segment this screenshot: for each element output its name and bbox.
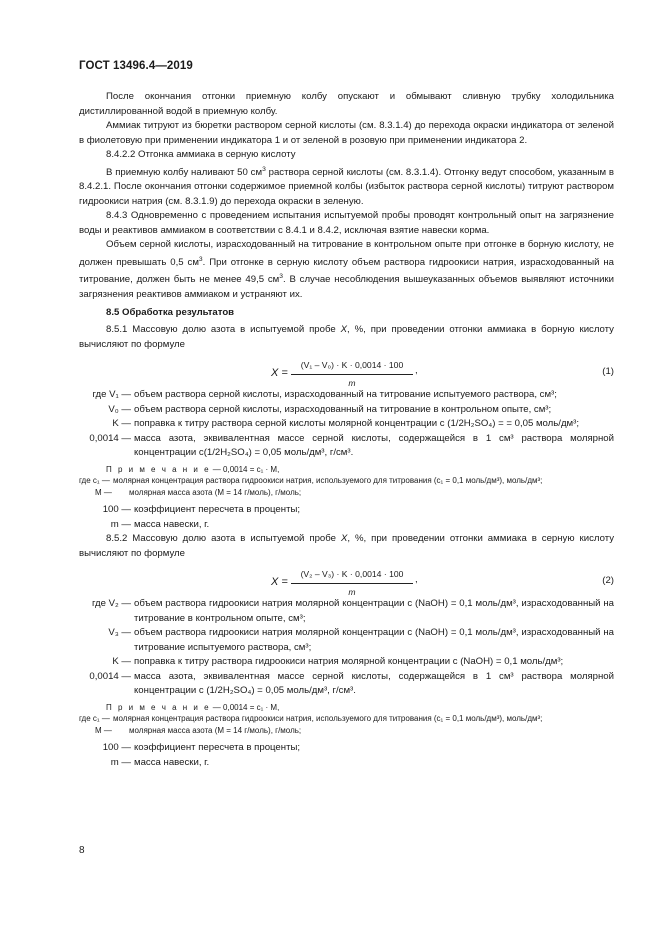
note-text: молярная концентрация раствора гидроокиси натрия, используемого для титрования (c₁ = 0,1 моль/дм³), моль/дм³; (113, 714, 543, 724)
paragraph: В приемную колбу наливают 50 $см^3$ раствора серной кислоты (см. 8.3.1.4). Отгонку ведут способом, указанным в 8.4.2.1. После окончания отгонки содержимое приемной колбы (избыток раствора серной кислоты) титруют раствором гидроокиси натрия (см. 8.3.1.9) до перехода окраски в зеленую. (79, 165, 614, 207)
definition-item (79, 518, 614, 533)
definition-item (79, 417, 614, 432)
definition-label: K — (112, 418, 131, 430)
definitions-1 (79, 388, 614, 461)
definition-text: объем раствора гидроокиси натрия молярной концентрации c (NaOH) = 0,1 моль/дм³, израсходованный на титрование в контрольном опыте, см³; (134, 598, 614, 624)
definition-label: V₀ — (108, 403, 131, 415)
definition-text: масса азота, эквивалентная массе серной кислоты, содержащейся в 1 см³ раствора молярной концентрации c(1/2H₂SO₄) = 0,05 моль/дм³, г/см³. (134, 432, 614, 459)
formula-fraction (291, 358, 413, 390)
paragraph: После окончания отгонки приемную колбу опускают и обмывают сливную трубку холодильника дистиллированной водой в приемную колбу. (79, 91, 614, 117)
definition-item (79, 432, 614, 461)
definition-item (79, 403, 614, 418)
note-label: M — (95, 487, 112, 497)
formula-number: (1) (602, 366, 614, 378)
definition-text: поправка к титру раствора гидроокиси натрия молярной концентрации c (NaOH) = 0,1 моль/дм³; (134, 656, 564, 668)
paragraph: Аммиак титруют из бюретки раствором серной кислоты (см. 8.3.1.4) до перехода окраски индикатора от зеленой в фиолетовую при применении индикатора 1 и от зеленой в розовую при применении индикатора 2. (79, 120, 614, 146)
note-text: молярная масса азота (M = 14 г/моль), г/моль; (129, 487, 302, 497)
note-definition (79, 475, 614, 487)
formula-2 (79, 565, 614, 595)
note-formula: — 0,0014 = c₁ · M, (210, 702, 280, 712)
formula-fraction (291, 567, 413, 599)
definition-label: m — (110, 518, 131, 530)
definition-item (79, 626, 614, 655)
paragraph: 8.5.1 Массовую долю азота в испытуемой пробе X, %, при проведении отгонки аммиака в борную кислоту вычисляют по формуле (79, 324, 614, 350)
definition-label: V₃ — (108, 627, 131, 639)
formula-numerator: (V₁ – V₀) · K · 0,0014 · 100 (291, 358, 413, 375)
page-number: 8 (79, 845, 85, 856)
definition-label: где V₂ — (91, 598, 131, 610)
formula-numerator: (V₂ – V₃) · K · 0,0014 · 100 (291, 567, 413, 584)
definition-item (79, 597, 614, 626)
subsection-heading: 8.4.2.2 Отгонка аммиака в серную кислоту (106, 149, 296, 160)
document-header: ГОСТ 13496.4—2019 (79, 60, 193, 72)
definition-label: где V₁ — (92, 389, 131, 401)
formula-number: (2) (602, 575, 614, 587)
formula-comma: , (415, 365, 418, 377)
definitions-1-extra (79, 503, 614, 532)
formula-lhs: X = (271, 367, 288, 380)
note-label: M — (95, 725, 112, 735)
note-title: П р и м е ч а н и е (106, 702, 211, 712)
definition-text: масса азота, эквивалентная массе серной кислоты, содержащейся в 1 см³ раствора молярной концентрации c (1/2H₂SO₄) = 0,05 моль/дм³, г/см³. (134, 670, 614, 697)
note-definition (95, 725, 614, 737)
definition-text: масса навески, г. (134, 756, 210, 768)
definitions-2 (79, 597, 614, 699)
definitions-2-extra (79, 741, 614, 770)
note-1 (79, 464, 614, 499)
definition-item (79, 388, 614, 403)
paragraph: 8.5.2 Массовую долю азота в испытуемой пробе X, %, при проведении отгонки аммиака в серную кислоту вычисляют по формуле (79, 533, 614, 559)
formula-comma: , (415, 574, 418, 586)
definition-label: m — (110, 756, 131, 768)
definition-text: коэффициент пересчета в проценты; (134, 504, 301, 516)
note-definition (79, 713, 614, 725)
formula-lhs: X = (271, 576, 288, 589)
definition-text: коэффициент пересчета в проценты; (134, 742, 301, 754)
formula-denominator: m (348, 586, 356, 597)
definition-label: 100 — (102, 742, 131, 754)
definition-text: поправка к титру раствора серной кислоты молярной концентрации c (1/2H₂SO₄) = = 0,05 моль/дм³; (134, 418, 579, 430)
note-text: молярная концентрация раствора гидроокиси натрия, используемого для титрования (c₁ = 0,1 моль/дм³), моль/дм³; (113, 476, 543, 486)
definition-label: 0,0014 — (89, 432, 131, 444)
paragraph: Объем серной кислоты, израсходованный на титрование в контрольном опыте при отгонке в борную кислоту, не должен превышать 0,5 $см^3$. При отгонке в серную кислоту объем раствора гидроокиси натрия, израсходованный на титрование, должен быть не менее 49,5 $см^3$. В случае несоблюдения вышеуказанных объемов выявляют источники загрязнения реактивов аммиаком и устраняют их. (79, 239, 615, 301)
section-heading: 8.5 Обработка результатов (106, 306, 235, 318)
note-label: где c₁ — (79, 714, 110, 724)
definition-text: объем раствора гидроокиси натрия молярной концентрации c (NaOH) = 0,1 моль/дм³, израсходованный на титрование испытуемого раствора, см³; (134, 627, 614, 653)
document-body (79, 90, 614, 770)
note-definition (95, 487, 614, 499)
definition-text: масса навески, г. (134, 518, 210, 530)
definition-text: объем раствора серной кислоты, израсходованный на титрование в контрольном опыте, см³; (134, 403, 552, 415)
definition-item (79, 756, 614, 771)
definition-item (79, 503, 614, 518)
formula-1 (79, 356, 614, 386)
note-2 (79, 702, 614, 737)
definition-item (79, 741, 614, 756)
definition-label: K — (112, 656, 131, 668)
definition-label: 0,0014 — (89, 670, 131, 682)
note-title: П р и м е ч а н и е (106, 464, 211, 474)
definition-label: 100 — (102, 504, 131, 516)
note-formula: — 0,0014 = c₁ · M, (210, 464, 280, 474)
definition-item (79, 670, 614, 699)
formula-denominator: m (348, 377, 356, 388)
definition-item (79, 655, 614, 670)
paragraph: 8.4.3 Одновременно с проведением испытания испытуемой пробы проводят контрольный опыт на загрязнение воды и реактивов аммиаком в соответствии с 8.4.1 и 8.4.2, исключая взятие навески корма. (79, 210, 614, 236)
note-label: где c₁ — (79, 476, 110, 486)
definition-text: объем раствора серной кислоты, израсходованный на титрование испытуемого раствора, см³; (134, 389, 557, 401)
note-text: молярная масса азота (M = 14 г/моль), г/моль; (129, 725, 302, 735)
